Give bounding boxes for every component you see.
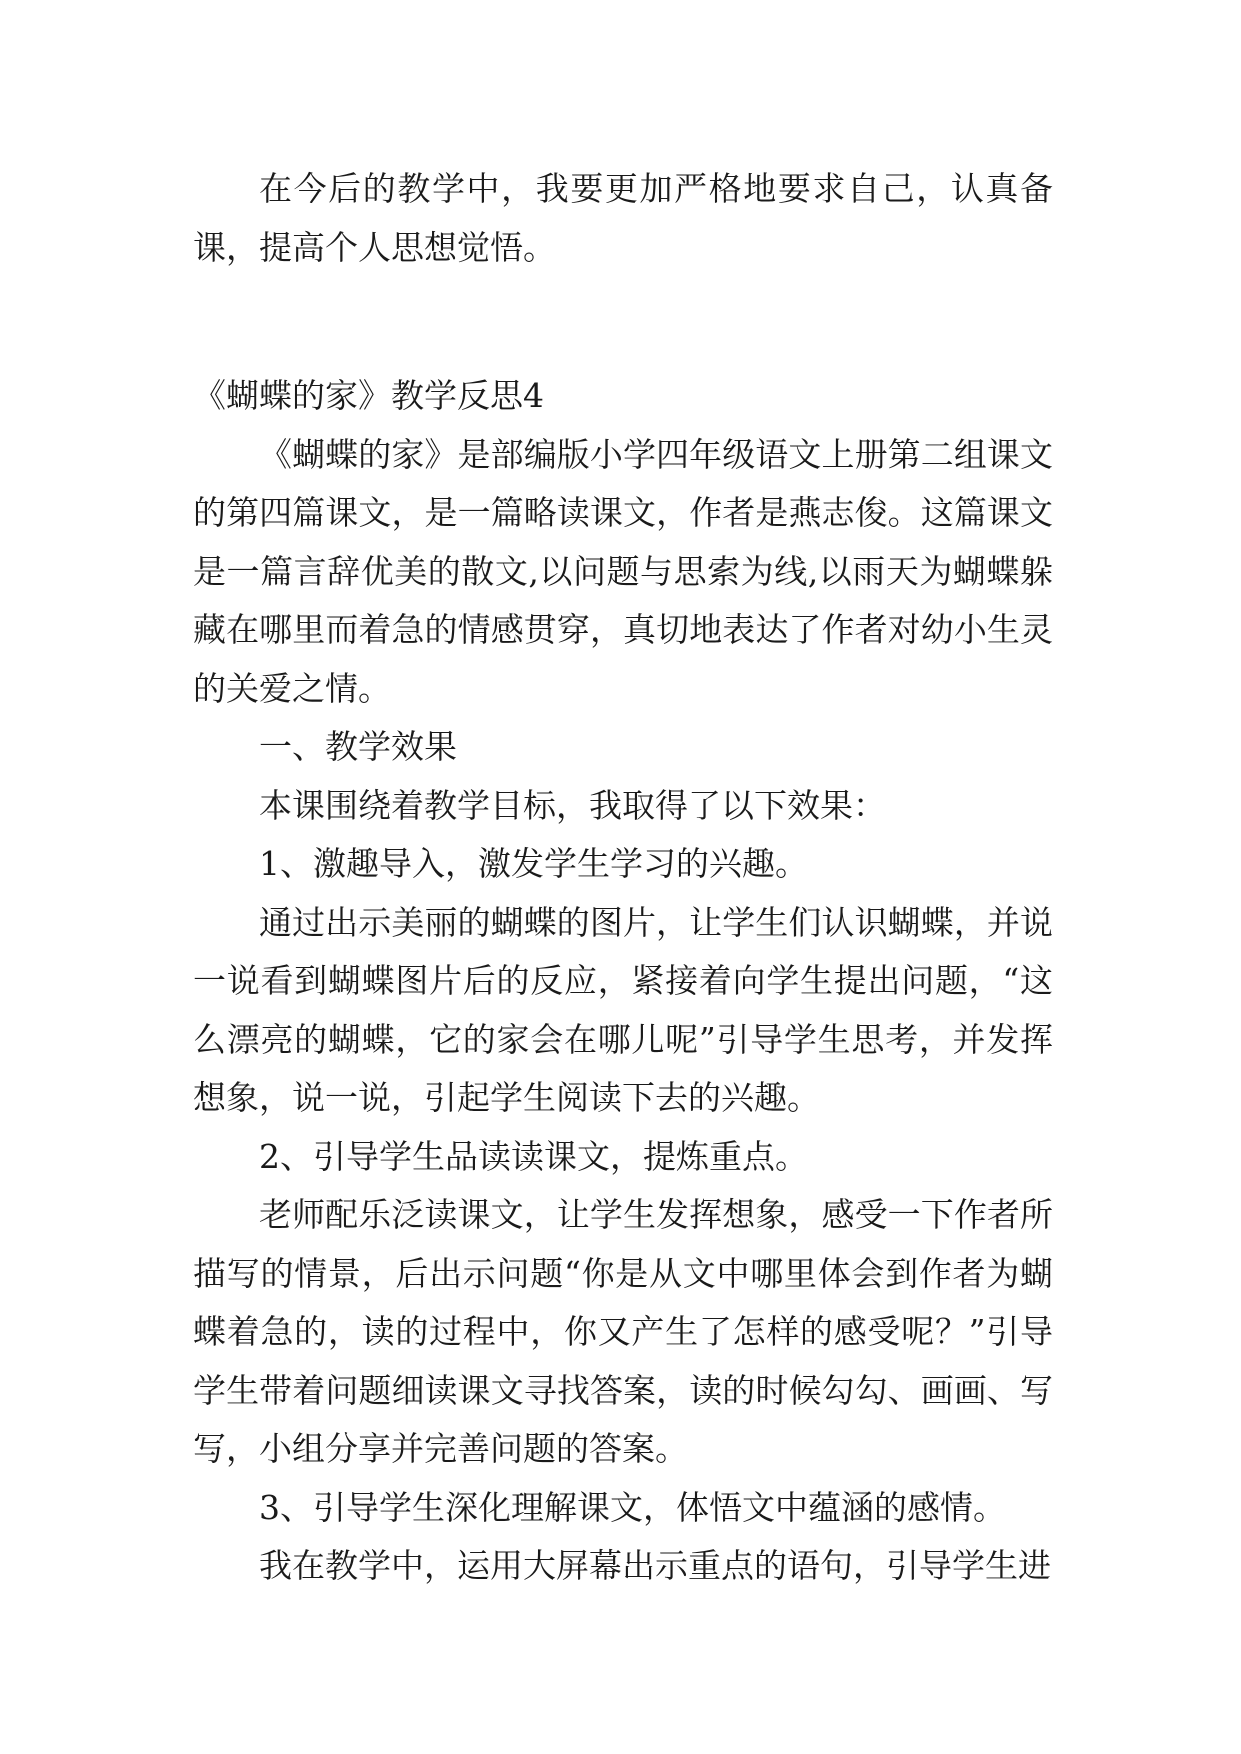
point-3-heading: 3、引导学生深化理解课文，体悟文中蕴涵的感情。 xyxy=(259,1487,1006,1527)
paragraph-intro: 《蝴蝶的家》是部编版小学四年级语文上册第二组课文的第四篇课文，是一篇略读课文，作者是燕志俊。这篇课文是一篇言辞优美的散文,以问题与思索为线,以雨天为蝴蝶躲藏在哪里而着急的情感贯穿，真切地表达了作者对幼小生灵的关爱之情。 xyxy=(193,434,1053,708)
paragraph-effects-lead: 本课围绕着教学目标，我取得了以下效果： xyxy=(259,785,886,825)
heading-teaching-effect: 一、教学效果 xyxy=(259,727,457,766)
intro-paragraph: 在今后的教学中，我要更加严格地要求自己，认真备课，提高个人思想觉悟。 xyxy=(193,169,1053,267)
point-1-body: 通过出示美丽的蝴蝶的图片，让学生们认识蝴蝶，并说一说看到蝴蝶图片后的反应，紧接着向学生提出问题，“这么漂亮的蝴蝶，它的家会在哪儿呢”引导学生思考，并发挥想象，说一说，引起学生阅读下去的兴趣。 xyxy=(193,902,1053,1117)
point-3-body: 我在教学中，运用大屏幕出示重点的语句，引导学生进 xyxy=(259,1546,1051,1585)
section-title: 《蝴蝶的家》教学反思4 xyxy=(193,376,544,415)
document-page xyxy=(193,160,1053,1596)
point-2-body: 老师配乐泛读课文，让学生发挥想象，感受一下作者所描写的情景，后出示问题“你是从文中哪里体会到作者为蝴蝶着急的，读的过程中，你又产生了怎样的感受呢？”引导学生带着问题细读课文寻找答案，读的时候勾勾、画画、写写，小组分享并完善问题的答案。 xyxy=(193,1195,1053,1468)
point-2-heading: 2、引导学生品读读课文，提炼重点。 xyxy=(259,1136,808,1176)
point-1-heading: 1、激趣导入，激发学生学习的兴趣。 xyxy=(259,844,808,883)
